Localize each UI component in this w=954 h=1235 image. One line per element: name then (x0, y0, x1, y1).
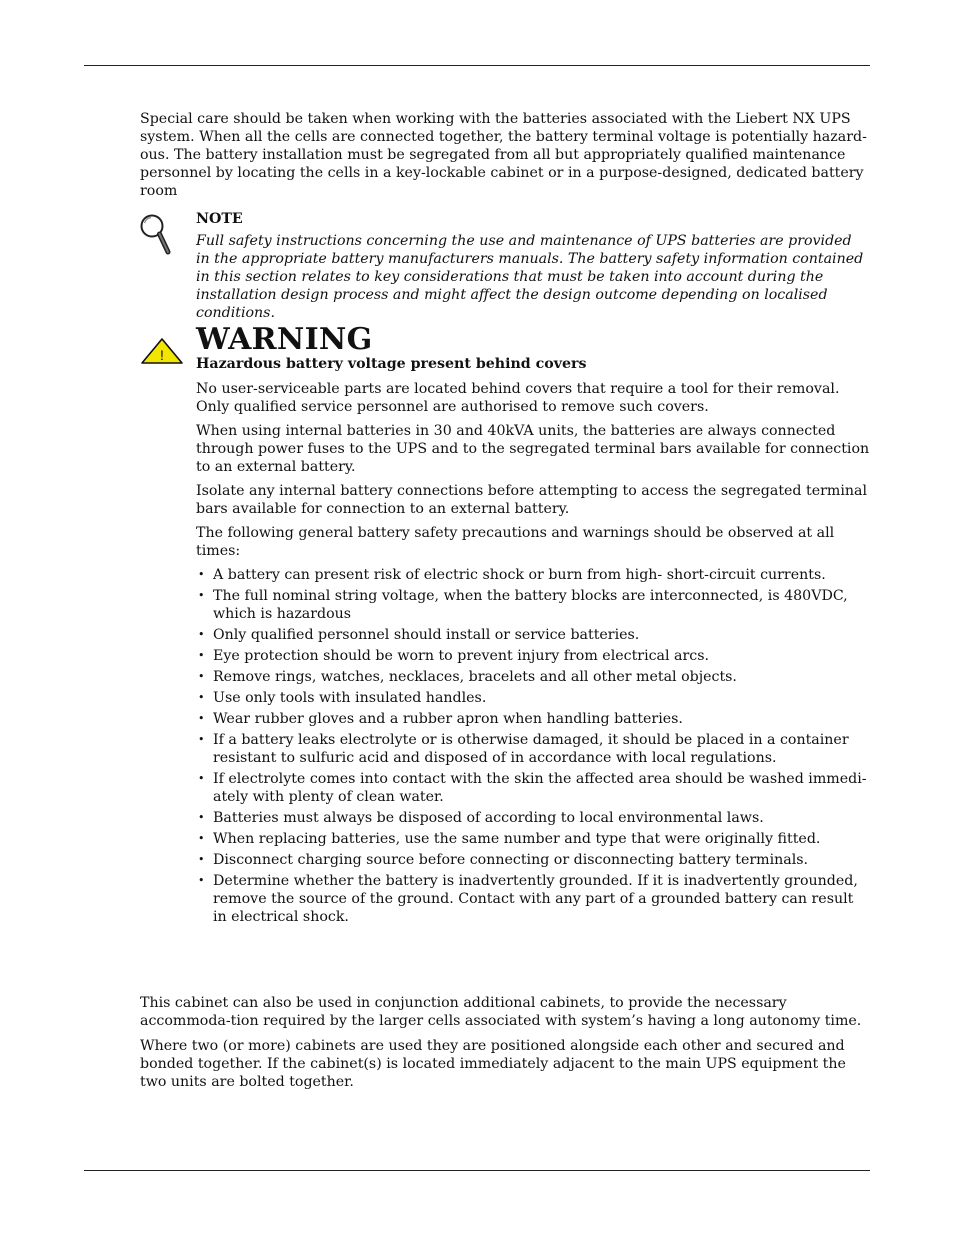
list-item: • If a battery leaks electrolyte or is otherwise damaged, it should be placed in a container resistant to sulfuric acid and disposed of in accordance with local regulations. (198, 732, 849, 766)
list-item: • Use only tools with insulated handles. (198, 690, 487, 706)
note-text: Full safety instructions concerning the use and maintenance of UPS batteries are provided in the appropriate battery manufacturers manuals. The battery safety information contained in this section relates to key considerations that must be taken into account during the installation design process and might affect the design outcome depending on localised conditions. (196, 233, 864, 321)
list-item: • If electrolyte comes into contact with the skin the affected area should be washed immedi-ately with plenty of clean water. (198, 771, 867, 805)
footer-rule (84, 1170, 870, 1171)
cabinet-paragraph: Where two (or more) cabinets are used they are positioned alongside each other and secured and bonded together. If the cabinet(s) is located immediately adjacent to the main UPS equipment the two units are bolted together. (140, 1038, 846, 1090)
svg-text:!: ! (160, 347, 164, 363)
cabinet-paragraph: This cabinet can also be used in conjunction additional cabinets, to provide the necessary accommoda-tion required by the larger cells associated with system’s having a long autonomy time. (140, 995, 862, 1029)
warning-paragraph: When using internal batteries in 30 and 40kVA units, the batteries are always connected through power fuses to the UPS and to the segregated terminal bars available for connection to an external battery. (196, 423, 870, 475)
list-item: • The full nominal string voltage, when the battery blocks are interconnected, is 480VDC, which is hazardous (198, 588, 848, 622)
list-item: • Eye protection should be worn to prevent injury from electrical arcs. (198, 648, 710, 664)
list-item: • Determine whether the battery is inadvertently grounded. If it is inadvertently grounded, remove the source of the ground. Contact with any part of a grounded battery can result in electrical shock. (198, 873, 858, 925)
list-item: • Wear rubber gloves and a rubber apron when handling batteries. (198, 711, 683, 727)
warning-triangle-icon (140, 337, 184, 365)
header-rule (84, 65, 870, 66)
safety-precautions-list (196, 566, 870, 929)
warning-paragraph: No user-serviceable parts are located behind covers that require a tool for their removal. Only qualified service personnel are authorised to remove such covers. (196, 381, 840, 415)
list-item: • A battery can present risk of electric shock or burn from high- short-circuit currents. (198, 567, 826, 583)
list-item: • Remove rings, watches, necklaces, bracelets and all other metal objects. (198, 669, 737, 685)
warning-paragraph: The following general battery safety precautions and warnings should be observed at all times: (196, 525, 835, 559)
list-item: • Only qualified personnel should install or service batteries. (198, 627, 640, 643)
note-heading: NOTE (196, 211, 243, 227)
list-item: • When replacing batteries, use the same number and type that were originally fitted. (198, 831, 821, 847)
warning-title: WARNING (196, 322, 373, 357)
magnifier-icon (138, 212, 174, 256)
warning-subtitle: Hazardous battery voltage present behind covers (196, 356, 587, 372)
warning-paragraph: Isolate any internal battery connections before attempting to access the segregated terminal bars available for connection to an external battery. (196, 483, 868, 517)
intro-paragraph: Special care should be taken when working with the batteries associated with the Liebert NX UPS system. When all the cells are connected together, the battery terminal voltage is potentially hazard-ous. The battery installation must be segregated from all but appropriately qualified maintenance personnel by locating the cells in a key-lockable cabinet or in a purpose-designed, dedicated battery room (140, 111, 867, 199)
list-item: • Batteries must always be disposed of according to local environmental laws. (198, 810, 764, 826)
list-item: • Disconnect charging source before connecting or disconnecting battery terminals. (198, 852, 809, 868)
